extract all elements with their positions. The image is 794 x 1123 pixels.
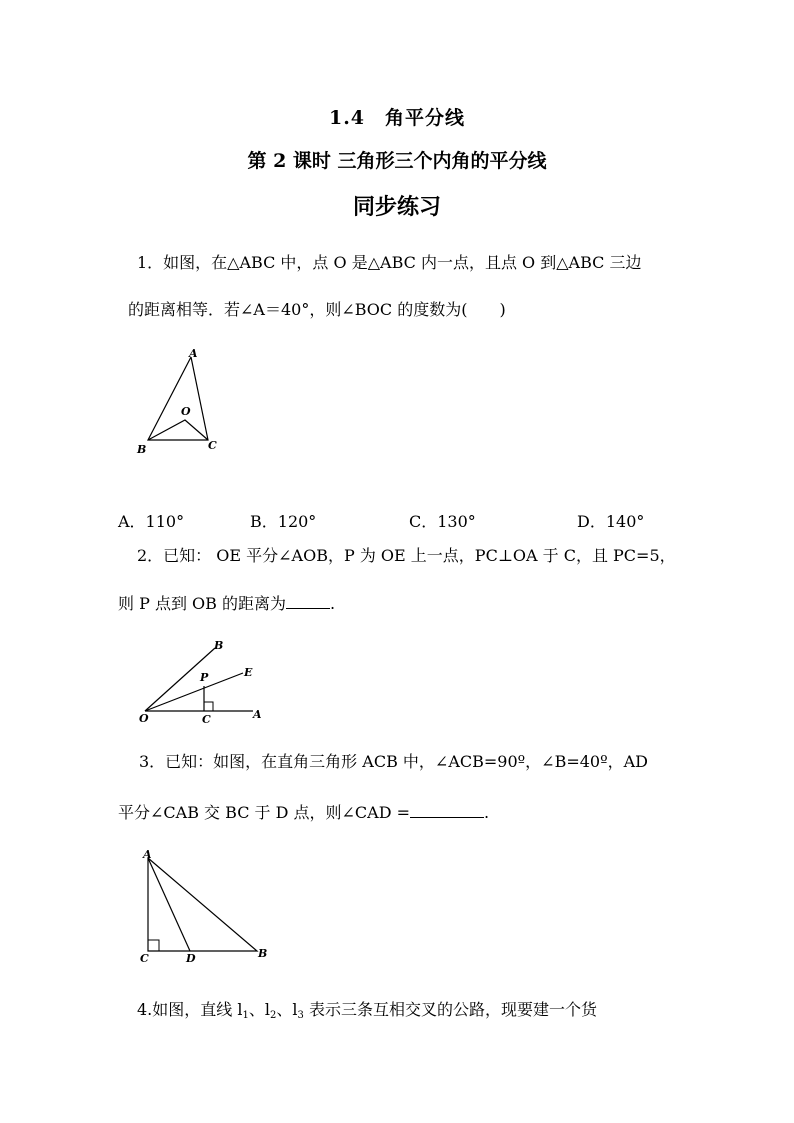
q4-line-l3-sub: 3	[297, 1010, 304, 1021]
q2-text-line2-end: .	[330, 594, 336, 613]
q2-label-a: A	[253, 708, 262, 721]
q3-label-c: C	[140, 952, 149, 965]
q3-text-line2-main: 平分∠CAB 交 BC 于 D 点，则∠CAD =	[118, 803, 411, 822]
q4-prefix: 4.如图，直线	[137, 1000, 238, 1019]
q2-label-o: O	[139, 712, 149, 725]
q1-label-a: A	[189, 347, 198, 360]
q3-figure-right-triangle	[138, 845, 273, 965]
q1-option-c: C．130°	[409, 512, 476, 531]
q4-line-l3: l	[292, 1000, 298, 1019]
q1-option-b: B．120°	[250, 512, 317, 531]
q1-text-line2: 的距离相等．若∠A＝40°，则∠BOC 的度数为( )	[128, 300, 506, 319]
q3-answer-blank[interactable]	[410, 803, 484, 818]
q3-text-line2-end: .	[484, 803, 490, 822]
q4-line-l2: l	[264, 1000, 270, 1019]
q1-label-o: O	[181, 405, 191, 418]
q1-text-line1: 1．如图，在△ABC 中，点 O 是△ABC 内一点，且点 O 到△ABC 三边	[137, 253, 642, 272]
q4-line-l1: l	[237, 1000, 243, 1019]
q2-text-line2-main: 则 P 点到 OB 的距离为	[118, 594, 286, 613]
q2-text-line1: 2．已知： OE 平分∠AOB，P 为 OE 上一点，PC⊥OA 于 C，且 PC=5，	[137, 546, 676, 565]
q3-text-line1: 3．已知：如图，在直角三角形 ACB 中，∠ACB=90º，∠B=40º，AD	[139, 752, 648, 771]
q4-sep2: 、	[276, 1000, 293, 1019]
q1-label-c: C	[208, 439, 217, 452]
q3-label-a: A	[143, 848, 152, 861]
q3-label-d: D	[186, 952, 196, 965]
q4-sep1: 、	[248, 1000, 265, 1019]
q1-figure-triangle	[130, 345, 230, 460]
q4-line-l2-sub: 2	[270, 1010, 277, 1021]
q4-line-l1-sub: 1	[242, 1010, 249, 1021]
q4-text-line1	[137, 1000, 597, 1026]
section-title: 1.4 角平分线	[328, 107, 466, 129]
q1-option-d: D．140°	[577, 512, 645, 531]
exercise-title: 同步练习	[352, 194, 441, 220]
q2-label-e: E	[244, 666, 253, 679]
q2-text-line2	[118, 594, 335, 614]
q3-label-b: B	[258, 947, 268, 960]
q2-label-b: B	[214, 639, 224, 652]
q1-label-b: B	[137, 443, 147, 456]
q2-answer-blank[interactable]	[286, 594, 330, 609]
lesson-title: 第 2 课时 三角形三个内角的平分线	[247, 150, 547, 172]
q2-label-p: P	[200, 671, 209, 684]
q3-text-line2	[118, 803, 489, 823]
q1-option-a: A．110°	[118, 512, 185, 531]
q4-suffix: 表示三条互相交叉的公路，现要建一个货	[303, 1000, 597, 1019]
q2-figure-angle	[135, 636, 270, 728]
q2-label-c: C	[202, 713, 211, 726]
